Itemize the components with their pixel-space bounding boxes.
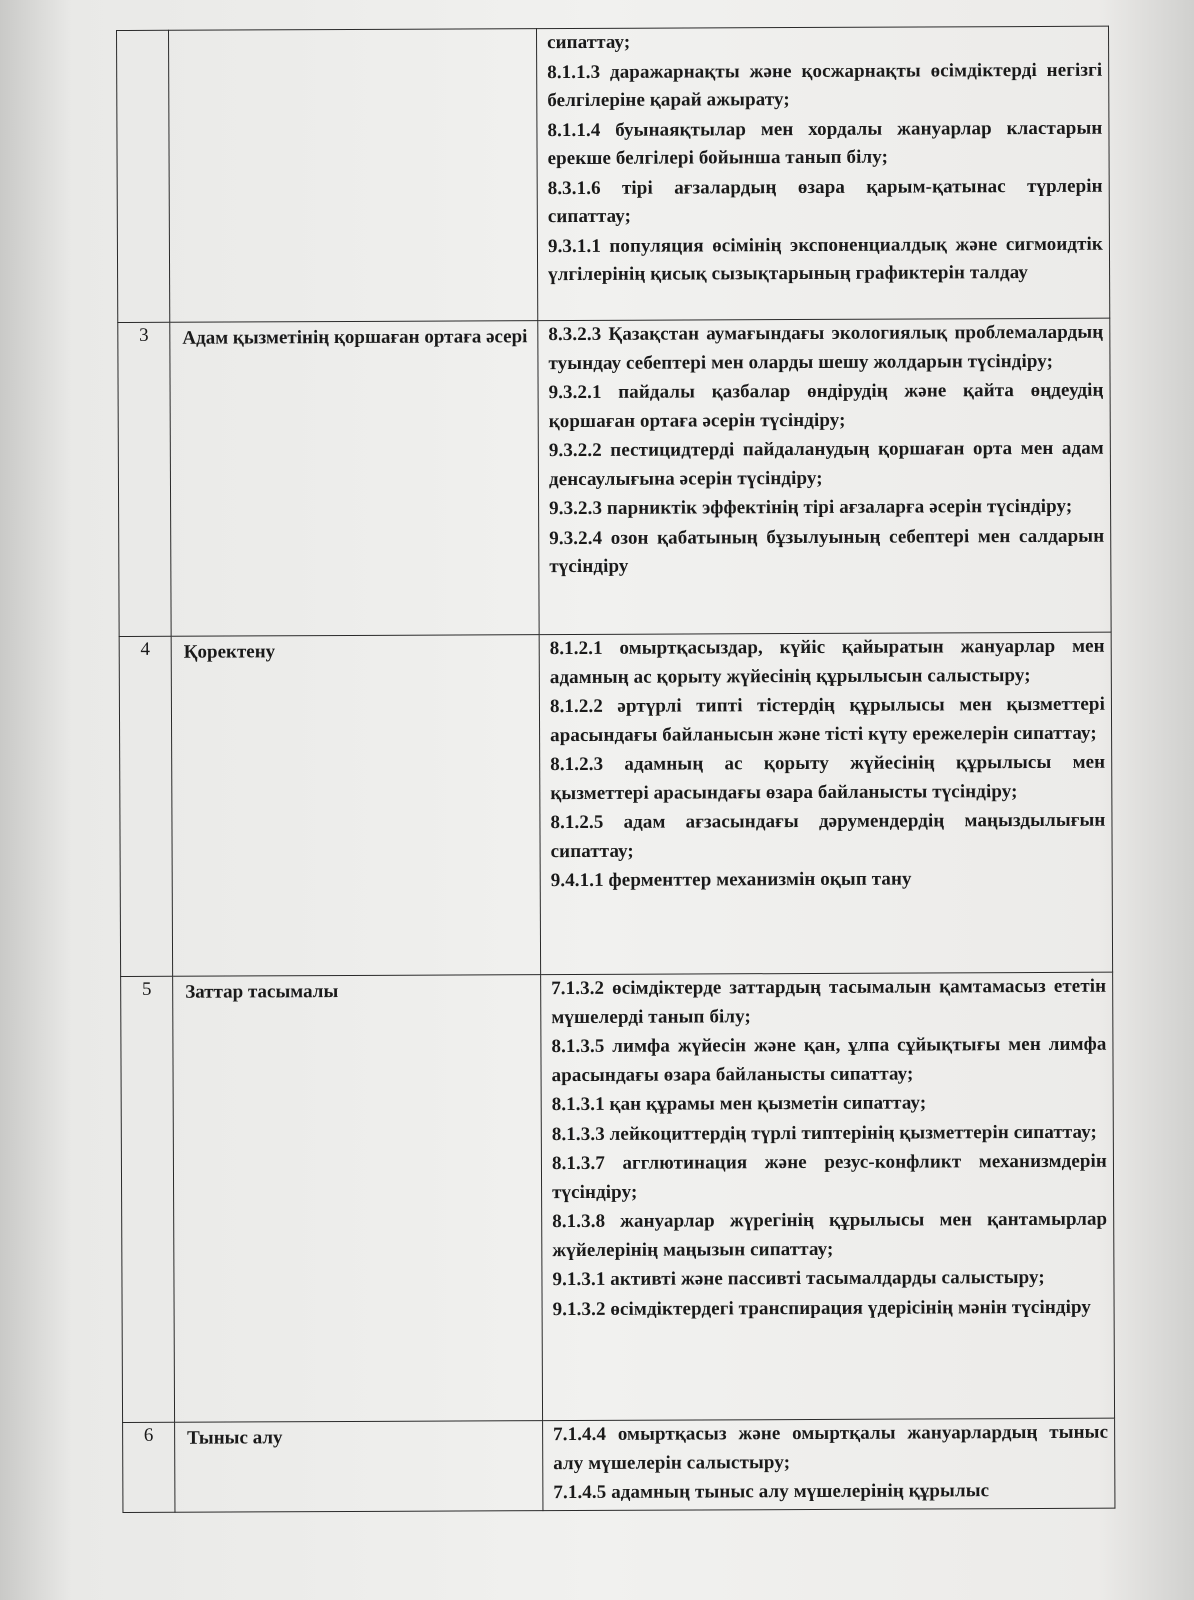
row-objectives [541,972,1115,1420]
row-number: 6 [123,1422,175,1512]
objective-item: 9.1.3.1 активті және пассивті тасымалдарды салыстыру; [552,1266,1045,1291]
row-topic: Заттар тасымалы [173,975,543,1423]
row-topic [169,29,538,323]
objective-item: 8.1.2.5 адам ағзасындағы дәрумендердің маңыздылығын сипаттау; [550,809,1106,862]
objective-item: 8.3.1.6 тірі ағзалардың өзара қарым-қатынас түрлерін сипаттау; [547,175,1103,228]
objective-item: 8.1.2.3 адамның ас қорыту жүйесінің құрылысы мен қызметтері арасындағы өзара байланысты түсіндіру; [550,751,1106,804]
row-topic: Қоректену [171,635,540,977]
objective-item: 9.4.1.1 ферменттер механизмін оқып тану [550,868,912,892]
row-topic: Тыныс алу [175,1421,543,1513]
objective-item: 8.3.2.3 Қазақстан аумағындағы экологиялық проблемалардың туындау себептері мен оларды шешу жолдарын түсіндіру; [548,321,1104,374]
objective-item: 7.1.3.2 өсімдіктерде заттардың тасымалын қамтамасыз ететін мүшелерді танып білу; [551,975,1107,1028]
objective-item: 9.3.2.2 пестицидтерді пайдаланудың қоршаған орта мен адам денсаулығына әсерін түсіндіру; [548,437,1104,490]
row-number: 3 [118,322,171,636]
table-row [123,1418,1115,1512]
objective-item: сипаттау; [547,31,631,54]
objective-item: 8.1.2.1 омыртқасыздар, күйіс қайыратын жануарлар мен адамның ас қорыту жүйесінің құрылысын салыстыру; [549,635,1105,688]
objective-item: 8.1.1.3 даражарнақты және қосжарнақты өсімдіктерді негізгі белгілеріне қарай ажырату; [547,59,1103,112]
objective-item: 7.1.4.5 адамның тыныс алу мүшелерінің құрылыс [553,1480,990,1504]
table-row [117,26,1110,322]
table-row [119,632,1112,976]
objective-item: 8.1.3.7 агглютинация және резус-конфликт механизмдерін түсіндіру; [551,1150,1107,1203]
table-row [121,972,1115,1422]
objective-item: 9.1.3.2 өсімдіктердегі транспирация үдерісінің мәнін түсіндіру [552,1296,1092,1320]
objective-item: 8.1.3.5 лимфа жүйесін және қан, ұлпа сұйықтығы мен лимфа арасындағы өзара байланысты сипаттау; [551,1033,1107,1086]
objective-item: 9.3.2.3 парниктік эффектінің тірі ағзаларға әсерін түсіндіру; [549,495,1073,520]
objective-item: 9.3.1.1 популяция өсімінің экспоненциалдық және сигмоидтік үлгілерінің қисық сызықтарының графиктерін талдау [547,233,1103,286]
row-objectives [538,318,1111,634]
objective-item: 8.1.3.8 жануарлар жүрегінің құрылысы мен қантамырлар жүйелерінің маңызын сипаттау; [552,1208,1108,1261]
row-number: 4 [119,636,172,976]
row-objectives [536,26,1109,320]
objective-item: 8.1.1.4 буынаяқтылар мен хордалы жануарлар кластарын ерекше белгілері бойынша танып білу; [547,117,1103,170]
table-body [117,26,1115,1512]
row-objectives [539,632,1112,974]
objective-item: 8.1.2.2 әртүрлі типті тістердің құрылысы мен қызметтері арасындағы байланысын және тісті күту ережелерін сипаттау; [549,693,1105,746]
objective-item: 8.1.3.3 лейкоциттердің түрлі типтерінің қызметтерін сипаттау; [551,1121,1097,1145]
row-number: 5 [121,976,175,1422]
row-objectives [543,1418,1115,1510]
table-row [118,318,1111,636]
objective-item: 9.3.2.1 пайдалы қазбалар өндірудің және қайта өңдеудің қоршаған ортаға әсерін түсіндіру; [548,379,1104,432]
row-topic: Адам қызметінің қоршаған ортаға әсері [170,321,539,637]
curriculum-table [116,26,1115,1513]
objective-item: 7.1.4.4 омыртқасыз және омыртқалы жануарлардың тыныс алу мүшелерін салыстыру; [553,1421,1109,1474]
row-number [117,30,170,322]
objective-item: 8.1.3.1 қан құрамы мен қызметін сипаттау; [551,1092,927,1116]
objective-item: 9.3.2.4 озон қабатының бұзылуының себептері мен салдарын түсіндіру [549,525,1105,578]
